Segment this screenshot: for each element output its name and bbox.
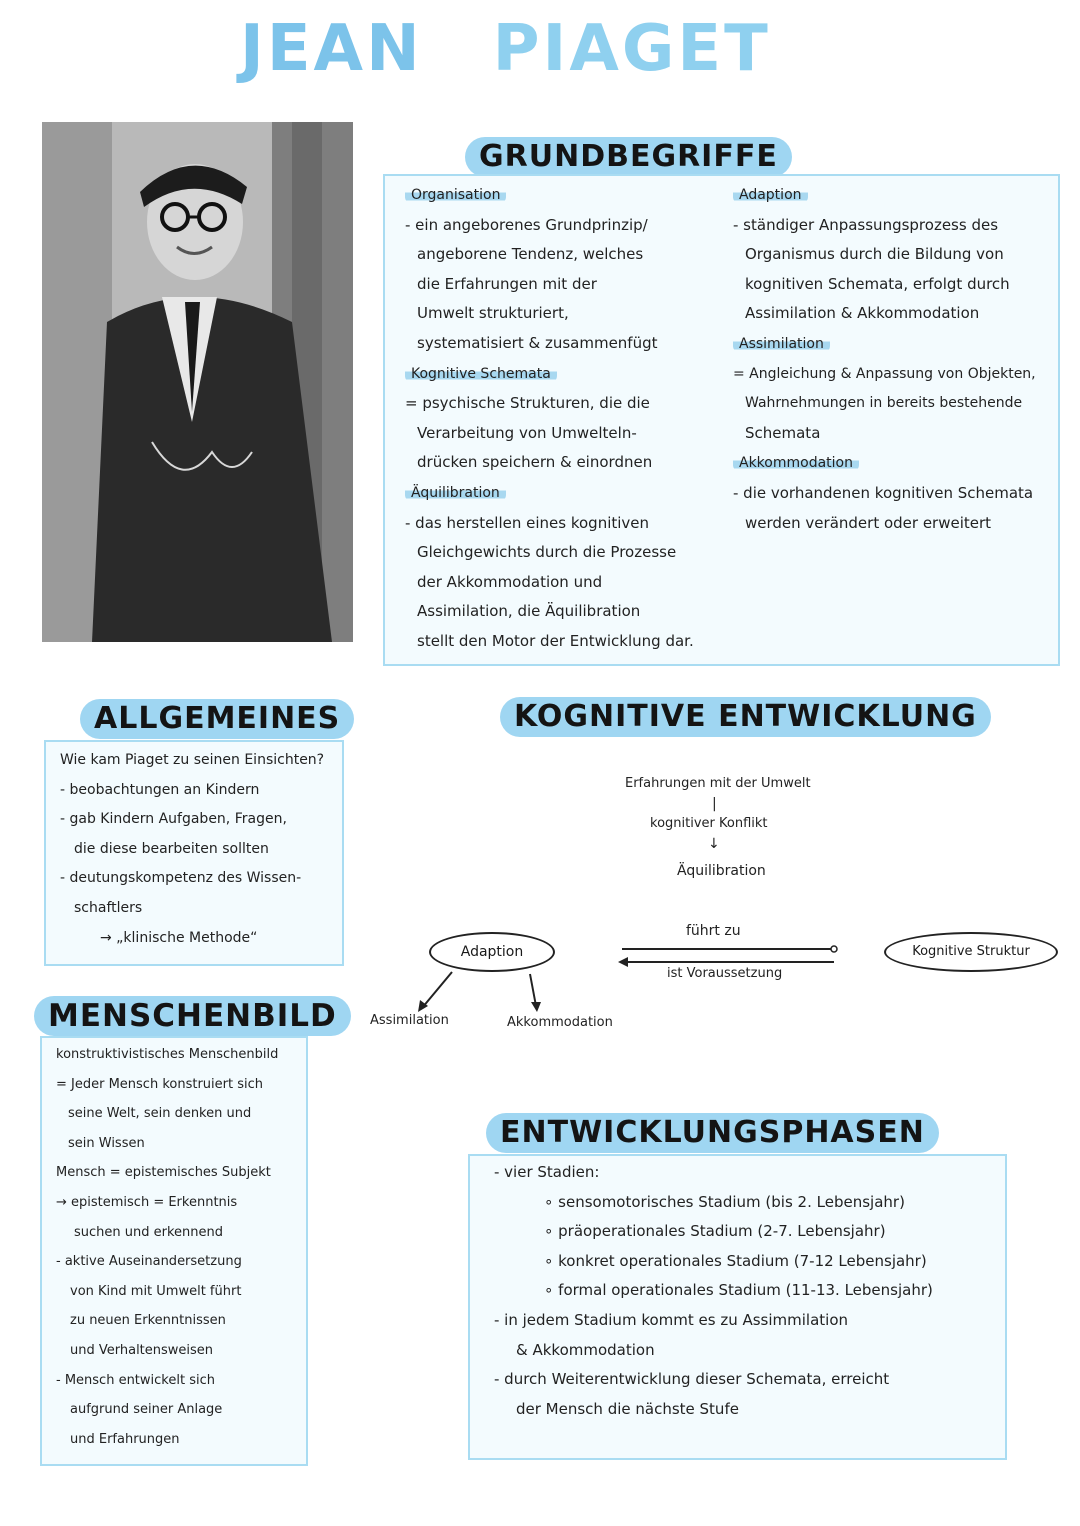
- diagram-node-erfahrungen: Erfahrungen mit der Umwelt: [625, 776, 811, 791]
- text-line: → epistemisch = Erkenntnis: [56, 1194, 238, 1210]
- text-line: konstruktivistisches Menschenbild: [56, 1047, 279, 1062]
- diagram-arrows: [360, 940, 860, 1020]
- definition-line: angeborene Tendenz, welches: [417, 245, 644, 264]
- text-line: von Kind mit Umwelt führt: [70, 1283, 242, 1299]
- text-line: = Jeder Mensch konstruiert sich: [56, 1076, 263, 1092]
- menschenbild-content: [56, 1040, 278, 1454]
- definition-line: - die vorhandenen kognitiven Schemata: [733, 483, 1034, 502]
- term-label: Äquilibration: [405, 478, 735, 509]
- term-label: Kognitive Schemata: [405, 359, 735, 390]
- text-line: die diese bearbeiten sollten: [74, 840, 269, 857]
- stage-item: ∘ sensomotorisches Stadium (bis 2. Lebensjahr): [544, 1192, 905, 1211]
- definition-line: Verarbeitung von Umwelteln-: [417, 423, 637, 442]
- text-line: suchen und erkennend: [74, 1224, 224, 1240]
- text-line: schaftlers: [74, 899, 143, 916]
- arrow-to-akkommodation: [530, 974, 536, 1006]
- stage-item: ∘ präoperationales Stadium (2-7. Lebensjahr): [544, 1222, 886, 1241]
- allgemeines-box: [44, 740, 344, 966]
- text-line: - vier Stadien:: [494, 1163, 600, 1181]
- definition-line: Assimilation & Akkommodation: [745, 304, 980, 323]
- diagram-node-konflikt: kognitiver Konflikt: [650, 816, 768, 831]
- grundbegriffe-box: [383, 174, 1060, 666]
- text-line: sein Wissen: [68, 1135, 145, 1151]
- definition-line: kognitiven Schemata, erfolgt durch: [745, 274, 1010, 293]
- grundbegriffe-heading: GRUNDBEGRIFFE: [465, 137, 792, 177]
- definition-line: - das herstellen eines kognitiven: [405, 513, 650, 532]
- arrow-label-fuehrt-zu: führt zu: [686, 923, 741, 939]
- allgemeines-content: [60, 746, 324, 953]
- term-label: Organisation: [405, 180, 735, 211]
- definition-line: die Erfahrungen mit der: [417, 274, 597, 293]
- text-line: - Mensch entwickelt sich: [56, 1372, 215, 1388]
- arrow-label-voraussetzung: ist Voraussetzung: [667, 966, 783, 981]
- definition-line: Umwelt strukturiert,: [417, 304, 569, 323]
- portrait-photo: [42, 122, 353, 642]
- kognitive-entwicklung-heading: KOGNITIVE ENTWICKLUNG: [500, 697, 991, 737]
- definition-line: = psychische Strukturen, die die: [405, 394, 650, 413]
- diagram-connector: |: [712, 796, 717, 812]
- text-line: - aktive Auseinandersetzung: [56, 1254, 242, 1270]
- text-line: - deutungskompetenz des Wissen-: [60, 870, 302, 887]
- stage-item: ∘ formal operationales Stadium (11-13. Lebensjahr): [544, 1281, 933, 1300]
- text-line: der Mensch die nächste Stufe: [516, 1399, 739, 1418]
- menschenbild-heading: MENSCHENBILD: [34, 996, 351, 1036]
- text-line: - beobachtungen an Kindern: [60, 781, 260, 798]
- text-line: - durch Weiterentwicklung dieser Schemata, erreicht: [494, 1370, 890, 1389]
- definition-line: = Angleichung & Anpassung von Objekten,: [733, 365, 1036, 382]
- title-last-name: PIAGET: [492, 12, 771, 86]
- page-title: [240, 12, 771, 92]
- definition-line: systematisiert & zusammenfügt: [417, 333, 658, 352]
- text-line: aufgrund seiner Anlage: [70, 1402, 223, 1418]
- diagram-arrow-down-icon: ↓: [708, 836, 720, 852]
- arrow-akkommodation-head-icon: [531, 1002, 541, 1012]
- diagram-node-akkommodation: Akkommodation: [507, 1015, 613, 1030]
- text-line: seine Welt, sein denken und: [68, 1106, 252, 1122]
- title-first-name: JEAN: [240, 12, 423, 86]
- definition-line: Schemata: [745, 423, 821, 442]
- diagram-node-aequilibration: Äquilibration: [677, 863, 766, 879]
- text-line: zu neuen Erkenntnissen: [70, 1313, 226, 1329]
- definition-line: Gleichgewichts durch die Prozesse: [417, 543, 677, 562]
- arrow-to-assimilation: [422, 972, 452, 1008]
- text-line: und Verhaltensweisen: [70, 1342, 214, 1358]
- text-line: & Akkommodation: [516, 1340, 655, 1359]
- grundbegriffe-left-column: [405, 180, 735, 657]
- diagram-node-kognitive-struktur: Kognitive Struktur: [884, 932, 1058, 972]
- diagram-node-adaption: Adaption: [429, 932, 555, 972]
- term-label: Assimilation: [733, 329, 1058, 360]
- entwicklungsphasen-heading: ENTWICKLUNGSPHASEN: [486, 1113, 939, 1153]
- diagram-node-assimilation: Assimilation: [370, 1013, 449, 1028]
- arrow-left-head-icon: [618, 957, 628, 967]
- definition-line: werden verändert oder erweitert: [745, 513, 992, 532]
- entwicklungsphasen-content: [494, 1158, 933, 1424]
- allgemeines-heading: ALLGEMEINES: [80, 699, 354, 739]
- text-line: und Erfahrungen: [70, 1431, 180, 1447]
- definition-line: - ein angeborenes Grundprinzip/: [405, 215, 648, 234]
- definition-line: Assimilation, die Äquilibration: [417, 602, 641, 621]
- entwicklungsphasen-box: [468, 1154, 1007, 1460]
- stage-item: ∘ konkret operationales Stadium (7-12 Lebensjahr): [544, 1251, 927, 1270]
- definition-line: drücken speichern & einordnen: [417, 453, 653, 472]
- menschenbild-box: [40, 1036, 308, 1466]
- text-line: Wie kam Piaget zu seinen Einsichten?: [60, 752, 325, 768]
- definition-line: stellt den Motor der Entwicklung dar.: [417, 631, 694, 650]
- portrait-illustration: [42, 122, 353, 642]
- grundbegriffe-right-column: [733, 180, 1058, 538]
- term-label: Akkommodation: [733, 448, 1058, 479]
- text-line: - in jedem Stadium kommt es zu Assimmilation: [494, 1310, 849, 1329]
- text-line: → „klinische Methode“: [100, 929, 258, 946]
- definition-line: der Akkommodation und: [417, 572, 603, 591]
- text-line: Mensch = epistemisches Subjekt: [56, 1165, 271, 1181]
- term-label: Adaption: [733, 180, 1058, 211]
- text-line: - gab Kindern Aufgaben, Fragen,: [60, 811, 287, 828]
- arrow-right-head-icon: [831, 946, 837, 952]
- definition-line: - ständiger Anpassungsprozess des: [733, 215, 999, 234]
- definition-line: Wahrnehmungen in bereits bestehende: [745, 395, 1023, 412]
- definition-line: Organismus durch die Bildung von: [745, 245, 1004, 264]
